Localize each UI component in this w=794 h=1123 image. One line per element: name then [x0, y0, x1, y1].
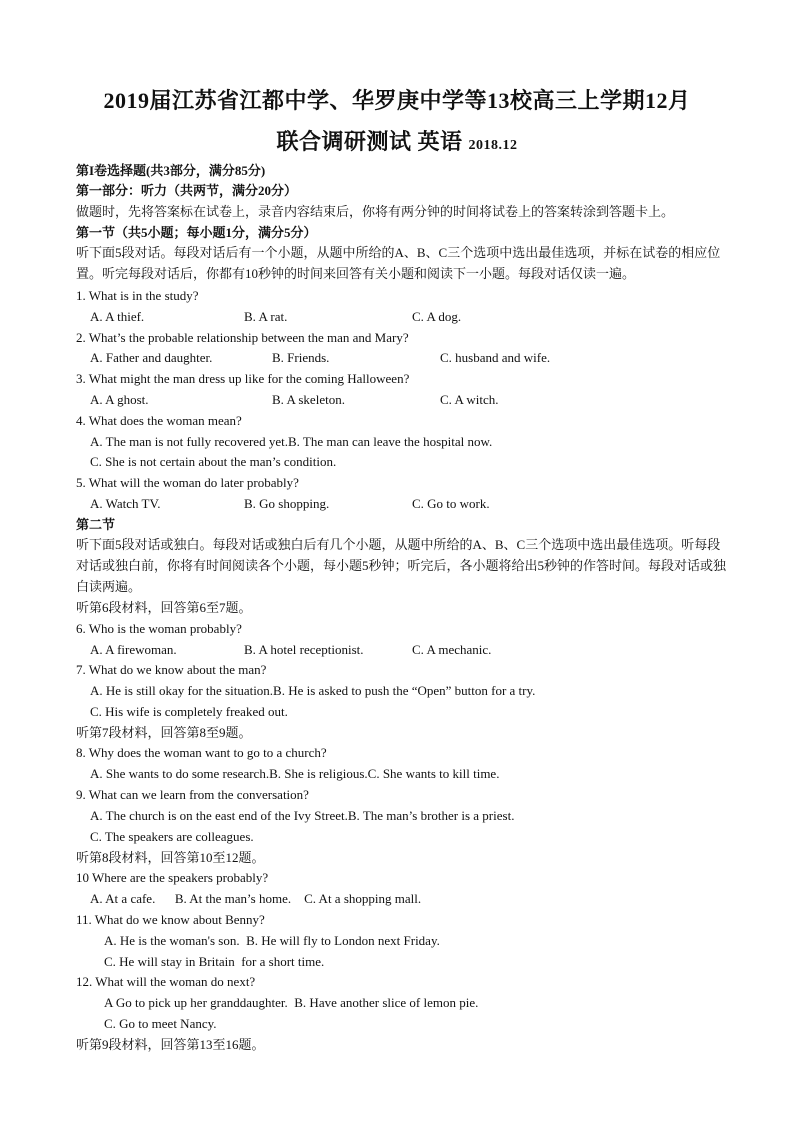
material-8-header: 听第8段材料，回答第10至12题。	[76, 850, 265, 865]
q7-option-c: C. His wife is completely freaked out.	[90, 704, 288, 719]
q7-options-ab: A. He is still okay for the situation.B. He is asked to push the “Open” button for a try.	[90, 683, 536, 698]
q6-option-b: B. A hotel receptionist.	[244, 642, 364, 657]
q1-option-a: A. A thief.	[90, 309, 145, 324]
q9-options-ab: A. The church is on the east end of the Ivy Street.B. The man’s brother is a priest.	[90, 808, 515, 823]
q3-option-c: C. A witch.	[440, 392, 499, 407]
section1-header: 第一部分：听力（共两节，满分20分）	[76, 183, 298, 198]
question-8: 8. Why does the woman want to go to a church?	[76, 745, 327, 760]
q5-option-a: A. Watch TV.	[90, 496, 161, 511]
material-7-header: 听第7段材料，回答第8至9题。	[76, 725, 252, 740]
question-6: 6. Who is the woman probably?	[76, 621, 242, 636]
q5-option-b: B. Go shopping.	[244, 496, 330, 511]
q3-option-b: B. A skeleton.	[272, 392, 345, 407]
q1-option-c: C. A dog.	[412, 309, 462, 324]
q10-options: A. At a cafe. B. At the man’s home. C. At a shopping mall.	[90, 891, 422, 906]
question-12: 12. What will the woman do next?	[76, 974, 256, 989]
q2-option-c: C. husband and wife.	[440, 350, 551, 365]
section1-instruction: 做题时，先将答案标在试卷上，录音内容结束后，你将有两分钟的时间将试卷上的答案转涂到答题卡上。	[76, 204, 675, 219]
q11-option-c: C. He will stay in Britain for a short time.	[104, 954, 325, 969]
question-2: 2. What’s the probable relationship between the man and Mary?	[76, 330, 409, 345]
q9-option-c: C. The speakers are colleagues.	[90, 829, 254, 844]
q6-option-c: C. A mechanic.	[412, 642, 492, 657]
question-7: 7. What do we know about the man?	[76, 662, 267, 677]
q8-options: A. She wants to do some research.B. She is religious.C. She wants to kill time.	[90, 766, 500, 781]
question-4: 4. What does the woman mean?	[76, 413, 242, 428]
q5-option-c: C. Go to work.	[412, 496, 490, 511]
question-5: 5. What will the woman do later probably?	[76, 475, 299, 490]
q1-option-b: B. A rat.	[244, 309, 288, 324]
material-6-header: 听第6段材料，回答第6至7题。	[76, 600, 252, 615]
question-11: 11. What do we know about Benny?	[76, 912, 265, 927]
q3-option-a: A. A ghost.	[90, 392, 149, 407]
subsection1-instruction: 听下面5段对话。每段对话后有一个小题，从题中所给的A、B、C三个选项中选出最佳选项，并标在试卷的相应位置。听完每段对话后，你都有10秒钟的时间来回答有关小题和阅读下一小题。每段对话仅读一遍。	[76, 245, 721, 281]
question-1: 1. What is in the study?	[76, 288, 199, 303]
subsection2-header: 第二节	[76, 517, 116, 532]
question-10: 10 Where are the speakers probably?	[76, 870, 269, 885]
exam-title-line2	[0, 125, 794, 156]
q2-option-a: A. Father and daughter.	[90, 350, 213, 365]
q4-options-ab: A. The man is not fully recovered yet.B. The man can leave the hospital now.	[90, 434, 493, 449]
exam-date: 2018.12	[468, 138, 518, 153]
question-9: 9. What can we learn from the conversation?	[76, 787, 309, 802]
part1-header: 第I卷选择题(共3部分，满分85分)	[76, 163, 266, 178]
subsection2-instruction: 听下面5段对话或独白。每段对话或独白后有几个小题，从题中所给的A、B、C三个选项中选出最佳选项。听每段对话或独白前，你将有时间阅读各个小题，每小题5秒钟；听完后，各小题将给出5秒钟的作答时间。每段对话或独白读两遍。	[76, 537, 727, 594]
q4-option-c: C. She is not certain about the man’s condition.	[90, 454, 337, 469]
exam-title-line1: 2019届江苏省江都中学、华罗庚中学等13校高三上学期12月	[103, 88, 691, 113]
material-9-header: 听第9段材料，回答第13至16题。	[76, 1037, 265, 1052]
subsection1-header: 第一节（共5小题；每小题1分，满分5分）	[76, 225, 317, 240]
exam-title-subject: 联合调研测试 英语	[276, 129, 463, 154]
q12-option-c: C. Go to meet Nancy.	[104, 1016, 217, 1031]
q2-option-b: B. Friends.	[272, 350, 330, 365]
q6-option-a: A. A firewoman.	[90, 642, 177, 657]
question-3: 3. What might the man dress up like for the coming Halloween?	[76, 371, 410, 386]
q12-options-ab: A Go to pick up her granddaughter. B. Have another slice of lemon pie.	[104, 995, 479, 1010]
q11-options-ab: A. He is the woman's son. B. He will fly to London next Friday.	[104, 933, 440, 948]
